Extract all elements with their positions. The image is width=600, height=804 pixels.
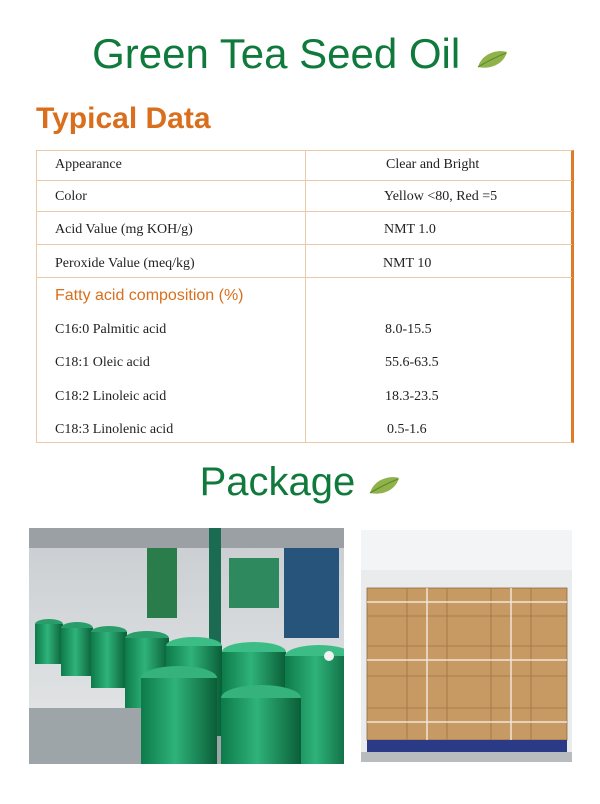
- page-title-text: Green Tea Seed Oil: [92, 30, 461, 77]
- leaf-icon: [368, 462, 400, 507]
- row-key: C18:3 Linolenic acid: [55, 422, 174, 437]
- row-separator: [37, 180, 572, 181]
- leaf-icon: [476, 33, 508, 81]
- typical-data-table: [36, 150, 574, 443]
- row-key: C18:2 Linoleic acid: [55, 389, 167, 404]
- drums-photo: [29, 528, 344, 764]
- row-key: Color: [55, 189, 87, 204]
- row-value: 8.0-15.5: [385, 322, 432, 337]
- row-separator: [37, 211, 572, 212]
- row-value: 55.6-63.5: [385, 355, 439, 370]
- row-key: Acid Value (mg KOH/g): [55, 222, 193, 237]
- fatty-acid-heading: Fatty acid composition (%): [55, 287, 244, 304]
- package-heading: [0, 460, 600, 507]
- row-separator: [37, 277, 572, 278]
- row-value: 18.3-23.5: [385, 389, 439, 404]
- row-separator: [37, 244, 572, 245]
- row-value: NMT 1.0: [384, 222, 436, 237]
- row-value: Clear and Bright: [386, 157, 480, 172]
- table-divider: [305, 151, 306, 442]
- typical-data-heading: Typical Data: [36, 102, 211, 135]
- package-heading-text: Package: [199, 460, 356, 504]
- row-key: Peroxide Value (meq/kg): [55, 256, 195, 271]
- cartons-photo: [361, 530, 572, 762]
- page-title: [0, 30, 600, 81]
- row-key: C16:0 Palmitic acid: [55, 322, 167, 337]
- row-value: NMT 10: [383, 256, 432, 271]
- row-value: Yellow <80, Red =5: [384, 189, 498, 204]
- row-key: Appearance: [55, 157, 122, 172]
- row-value: 0.5-1.6: [387, 422, 427, 437]
- row-key: C18:1 Oleic acid: [55, 355, 150, 370]
